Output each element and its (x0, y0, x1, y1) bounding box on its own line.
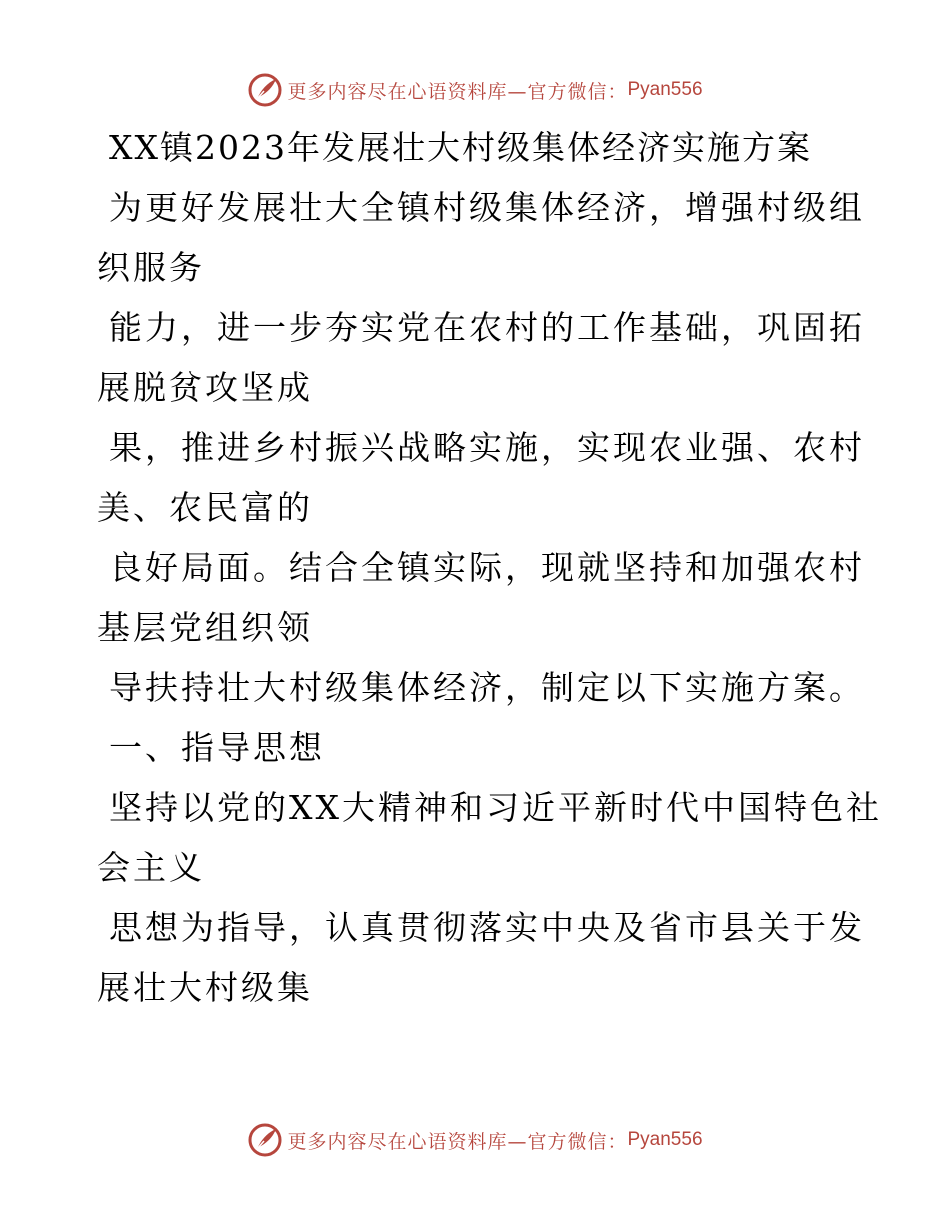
header-banner (0, 70, 950, 110)
quill-logo-icon (247, 72, 283, 108)
paragraph-line: 基层党组织领 (97, 608, 313, 647)
paragraph-line: 能力，进一步夯实党在农村的工作基础，巩固拓 (109, 308, 865, 347)
document-title: XX镇2023年发展壮大村级集体经济实施方案 (109, 128, 812, 167)
footer-banner (0, 1120, 950, 1160)
paragraph-line: 坚持以党的XX大精神和习近平新时代中国特色社 (109, 788, 882, 827)
document-body (97, 118, 882, 1018)
paragraph-line: 思想为指导，认真贯彻落实中央及省市县关于发 (109, 908, 865, 947)
paragraph-line: 织服务 (97, 248, 205, 287)
section-heading: 一、指导思想 (109, 728, 325, 767)
quill-logo-icon (247, 1122, 283, 1158)
banner-text: 更多内容尽在心语资料库—官方微信： (287, 80, 628, 103)
paragraph-line: 良好局面。结合全镇实际，现就坚持和加强农村 (109, 548, 865, 587)
paragraph-line: 展壮大村级集 (97, 968, 313, 1007)
paragraph-line: 展脱贫攻坚成 (97, 368, 313, 407)
paragraph-line: 美、农民富的 (97, 488, 313, 527)
banner-text: 更多内容尽在心语资料库—官方微信： (287, 1130, 628, 1153)
paragraph-line: 为更好发展壮大全镇村级集体经济，增强村级组 (109, 188, 865, 227)
paragraph-line: 果，推进乡村振兴战略实施，实现农业强、农村 (109, 428, 865, 467)
paragraph-line: 会主义 (97, 848, 205, 887)
banner-wechat-id: Pyan556 (627, 1129, 703, 1150)
paragraph-line: 导扶持壮大村级集体经济，制定以下实施方案。 (109, 668, 865, 707)
banner-wechat-id: Pyan556 (627, 79, 703, 100)
